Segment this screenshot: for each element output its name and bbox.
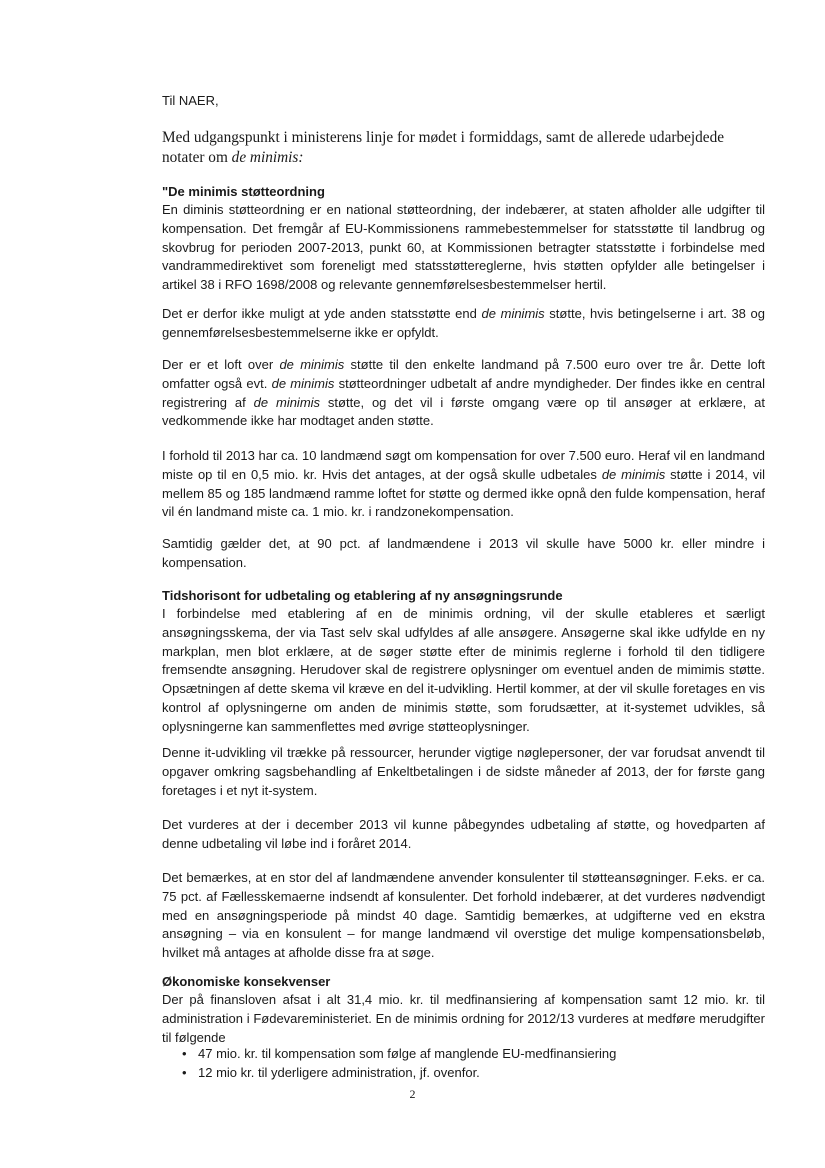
paragraph-1: En diminis støtteordning er en national støtteordning, der indebærer, at staten afholder alle udgifter til kompensation. Det fremgår af EU-Kommissionens rammebestemmelser for statsstøtte til landbrug og skovbrug for perioden 2007-2013, punkt 60, at Kommissionen betragter statsstøtte i forbindelse med vandrammedirektivet som foreneligt med statsstøttereglerne, hvis støtten opfylder alle betingelser i artikel 38 i RFO 1698/2008 og relevante gennemførelsesbestemmelser hertil.: [162, 202, 765, 293]
paragraph-2: [162, 305, 765, 343]
section-heading-tidshorisont: Tidshorisont for udbetaling og etablering af ny ansøgningsrunde: [162, 588, 563, 603]
section-heading-oekonomiske: Økonomiske konsekvenser: [162, 974, 331, 989]
bullet-text: 12 mio kr. til yderligere administration, jf. ovenfor.: [198, 1064, 480, 1080]
section-heading-de-minimis: "De minimis støtteordning: [162, 184, 325, 199]
intro-text: Med udgangspunkt i ministerens linje for mødet i formiddags, samt de allerede udarbejdede notater om: [162, 129, 725, 166]
bullet-text: 47 mio. kr. til kompensation som følge af manglende EU-medfinansiering: [198, 1046, 617, 1061]
salutation: Til NAER,: [162, 93, 219, 108]
paragraph-6: I forbindelse med etablering af en de minimis ordning, vil der skulle etableres et særligt ansøgningsskema, der via Tast selv skal udfyldes af alle ansøgere. Ansøgerne skal ikke udfylde en ny markplan, men blot erklære, at de søger støtte efter de minimis reglerne i forhold til den tidligere fremsendte ansøgning. Herudover skal de registrere oplysninger om eventuel anden de mimimis støtte. Opsætningen af dette skema vil kræve en del it-udvikling. Hertil kommer, at der vil skulle foretages en vis kontrol af oplysningerne om anden de minimis støtte, som forudsætter, at it-systemet udvikles, så oplysningerne kan sammenflettes med øvrige støtteoplysninger.: [162, 606, 765, 734]
p3-italic-2: de minimis: [271, 375, 335, 391]
paragraph-5: Samtidig gælder det, at 90 pct. af landmændene i 2013 vil skulle have 5000 kr. eller mindre i kompensation.: [162, 536, 765, 570]
p2-text-a: Det er derfor ikke muligt at yde anden statsstøtte end: [162, 306, 482, 321]
paragraph-10: Der på finansloven afsat i alt 31,4 mio. kr. til medfinansiering af kompensation samt 12 mio. kr. til administration i Fødevareministeriet. En de minimis ordning for 2012/13 vurderes at medføre merudgifter til følgende: [162, 992, 765, 1045]
p3-text-d: støtte, og det vil i første omgang være op til ansøger at erklære, at vedkommende ikke har modtaget anden støtte.: [162, 394, 765, 429]
p2-italic: de minimis: [481, 306, 545, 321]
bullet-icon: •: [182, 1064, 187, 1080]
list-item: [162, 1064, 765, 1083]
paragraph-7: Denne it-udvikling vil trække på ressourcer, herunder vigtige nøglepersoner, der var forudsat anvendt til opgaver omkring sagsbehandling af Enkeltbetalingen i de sidste måneder af 2013, der for første gang foretages i et nyt it-system.: [162, 745, 765, 798]
intro-italic: de minimis:: [231, 149, 304, 166]
paragraph-4: [162, 447, 765, 522]
p4-text-a: I forhold til 2013 har ca. 10 landmænd søgt om kompensation for over 7.500 euro. Heraf vil en landmand miste op til en 0,5 mio. kr. Hvis det antages, at der også skulle udbetales: [162, 448, 765, 482]
p3-text-c: støtteordninger udbetalt af andre myndigheder. Der findes ikke en central registrering af: [162, 375, 765, 410]
p4-text-b: støtte i 2014, vil mellem 85 og 185 landmænd ramme loftet for støtte og dermed ikke opnå den fulde kompensation, heraf vil én landmand miste ca. 1 mio. kr. i randzonekompensation.: [162, 466, 766, 520]
list-item: [162, 1045, 765, 1064]
paragraph-3: [162, 356, 765, 431]
p3-italic-1: de minimis: [279, 357, 345, 372]
p4-italic: de minimis: [601, 466, 666, 482]
intro-paragraph: [162, 128, 765, 168]
bullet-list: [162, 1045, 765, 1083]
page-number: 2: [409, 1087, 416, 1101]
p3-italic-3: de minimis: [253, 394, 321, 410]
p3-text-a: Der er et loft over: [162, 357, 280, 372]
paragraph-8: Det vurderes at der i december 2013 vil kunne påbegyndes udbetaling af støtte, og hovedparten af denne udbetaling vil løbe ind i foråret 2014.: [162, 817, 765, 851]
p3-text-b: støtte til den enkelte landmand på 7.500 euro over tre år. Dette loft omfatter også evt.: [162, 357, 766, 391]
bullet-icon: •: [182, 1046, 187, 1061]
p2-text-b: støtte, hvis betingelserne i art. 38 og gennemførelsesbestemmelserne ikke er opfyldt.: [162, 306, 766, 340]
paragraph-9: Det bemærkes, at en stor del af landmændene anvender konsulenter til støtteansøgninger. F.eks. er ca. 75 pct. af Fællesskemaerne indsendt af konsulenter. Det forhold indebærer, at det vurderes nødvendigt med en ansøgningsperiode på mindst 40 dage. Samtidig bemærkes, at udgifterne ved en ekstra ansøgning – via en konsulent – for mange landmænd vil overstige det mulige kompensationsbeløb, hvilket må antages at afholde disse fra at søge.: [162, 870, 765, 961]
